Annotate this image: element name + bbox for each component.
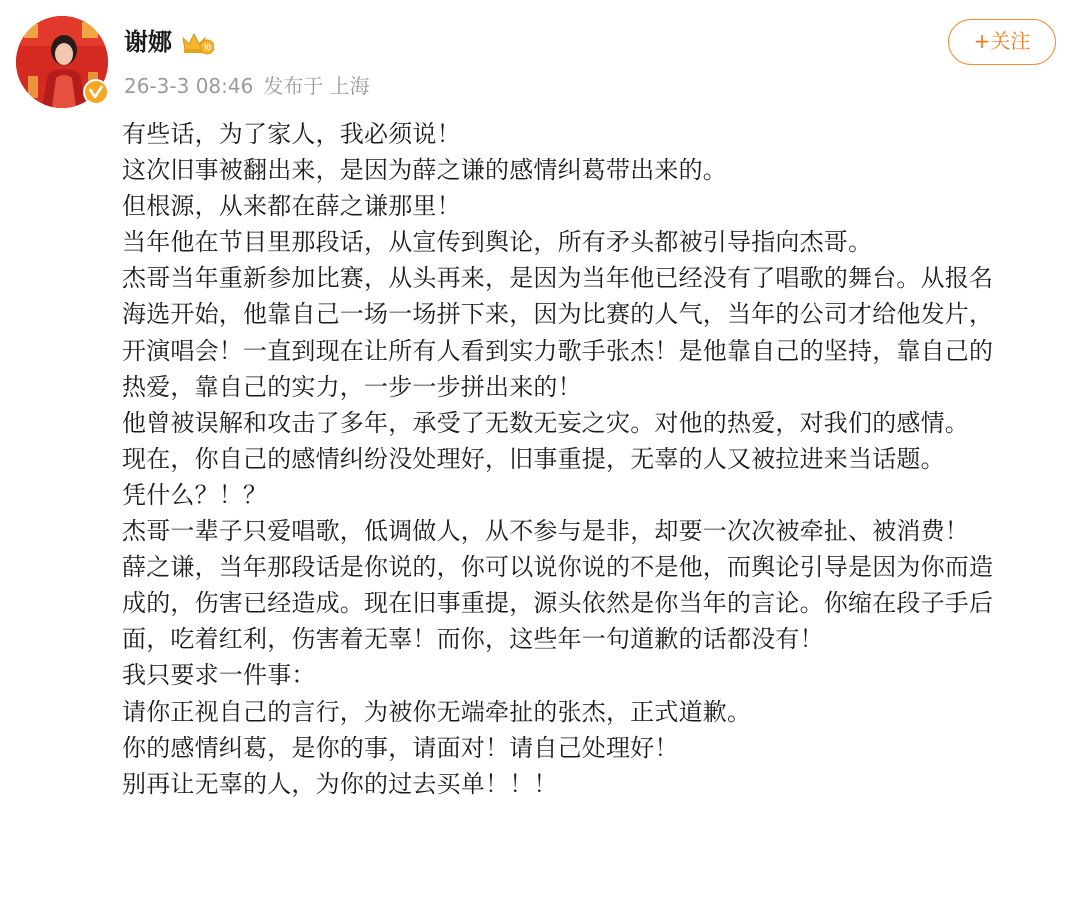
post-body [122,116,1042,802]
post-text-line: 成的，伤害已经造成。现在旧事重提，源头依然是你当年的言论。你缩在段子手后 [122,589,994,618]
author-name[interactable]: 谢娜 [124,28,172,56]
post-text-line: 薛之谦，当年那段话是你说的，你可以说你说的不是他，而舆论引导是因为你而造 [122,553,994,582]
verified-badge-icon [82,78,110,106]
post-text-line: 别再让无辜的人，为你的过去买单！！！ [122,769,558,798]
post-text-line: 请你正视自己的言行，为被你无端牵扯的张杰，正式道歉。 [122,697,752,726]
post-text-line: 凭什么？！？ [122,480,268,509]
avatar-container[interactable] [16,16,108,108]
post-text-line: 热爱，靠自己的实力，一步一步拼出来的！ [122,372,582,401]
post-header [0,0,1080,118]
post-text-line: 当年他在节目里那段话，从宣传到舆论，所有矛头都被引导指向杰哥。 [122,228,873,257]
post-text-line: 你的感情纠葛，是你的事，请面对！请自己处理好！ [122,733,679,762]
post-text-line: 我只要求一件事： [122,661,316,690]
post-date: 26-3-3 08:46 [124,74,254,98]
post-text-line: 现在，你自己的感情纠纷没处理好，旧事重提，无辜的人又被拉进来当话题。 [122,444,945,473]
post-text-line: 有些话，为了家人，我必须说！ [122,120,461,148]
follow-button[interactable]: +关注 [948,19,1056,65]
post-location: 发布于 上海 [263,74,370,98]
post-text-line: 杰哥当年重新参加比赛，从头再来，是因为当年他已经没有了唱歌的舞台。从报名 [122,264,994,293]
post-text-line: 开演唱会！一直到现在让所有人看到实力歌手张杰！是他靠自己的坚持，靠自己的 [122,336,994,365]
post-text-line: 他曾被误解和攻击了多年，承受了无数无妄之灾。对他的热爱，对我们的感情。 [122,408,969,437]
vip-crown-badge-icon[interactable] [180,30,214,56]
post-text-line: 这次旧事被翻出来，是因为薛之谦的感情纠葛带出来的。 [122,156,727,185]
post-text-line: 海选开始，他靠自己一场一场拼下来，因为比赛的人气，当年的公司才给他发片， [122,300,994,329]
post-meta [124,72,380,100]
post-text-line: 杰哥一辈子只爱唱歌，低调做人，从不参与是非，却要一次次被牵扯、被消费！ [122,517,969,546]
post-text-line: 面，吃着红利，伤害着无辜！而你，这些年一句道歉的话都没有！ [122,625,824,654]
post-text-line: 但根源，从来都在薛之谦那里！ [122,192,461,221]
